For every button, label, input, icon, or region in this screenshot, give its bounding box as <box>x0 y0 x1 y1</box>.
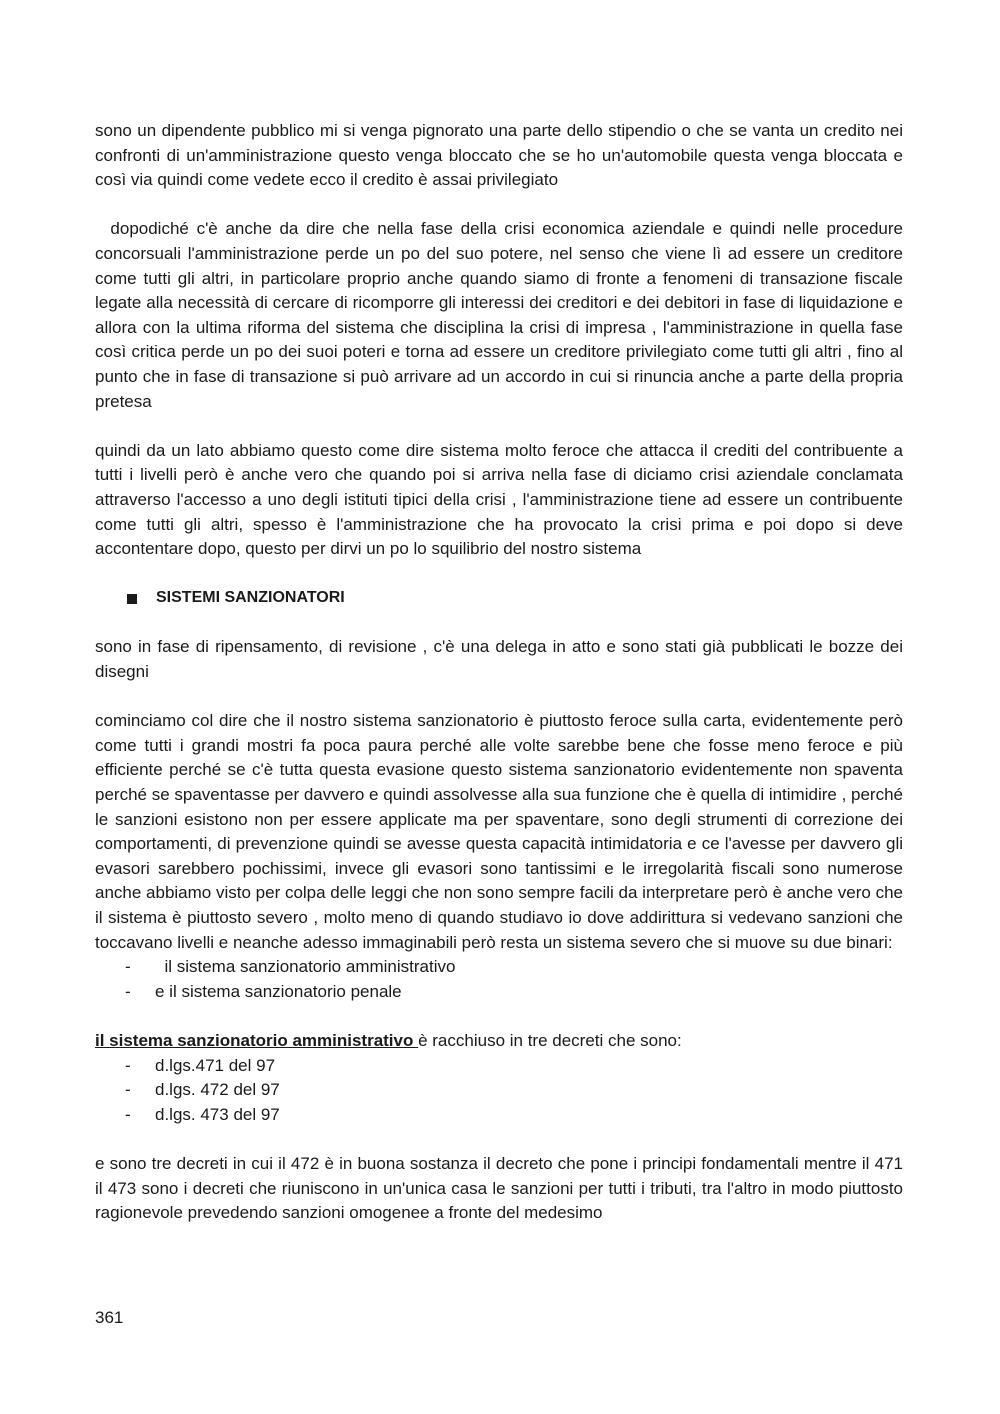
paragraph-system-imbalance: quindi da un lato abbiamo questo come dire sistema molto feroce che attacca il crediti del contribuente a tutti i livelli però è anche vero che quando poi si arriva nella fase di diciamo crisi aziendale conclamata attraverso l'accesso a uno degli istituti tipici della crisi , l'amministrazione tiene ad essere un contribuente come tutti gli altri, spesso è l'amministrazione che ha provocato la crisi prima e poi dopo si deve accontentare dopo, questo per dirvi un po lo squilibrio del nostro sistema <box>95 440 903 559</box>
paragraph-revision: sono in fase di ripensamento, di revisione , c'è una delega in atto e sono stati già pubblicati le bozze dei disegni <box>95 637 903 682</box>
section-heading-text: SISTEMI SANZIONATORI <box>156 589 345 607</box>
paragraph-administrative-system <box>95 1029 903 1054</box>
square-bullet-icon <box>127 594 137 604</box>
list-item-text: d.lgs. 472 del 97 <box>155 1080 280 1100</box>
dash-bullet: - <box>125 1104 131 1124</box>
list-item <box>95 1054 903 1079</box>
list-binari <box>95 955 903 1004</box>
paragraph-text: è racchiuso in tre decreti che sono: <box>418 1030 682 1050</box>
list-decreti <box>95 1054 903 1128</box>
list-item-text: e il sistema sanzionatorio penale <box>155 981 402 1001</box>
list-item <box>95 1078 903 1103</box>
paragraph-three-decrees: e sono tre decreti in cui il 472 è in buona sostanza il decreto che pone i principi fondamentali mentre il 471 il 473 sono i decreti che riuniscono in un'unica casa le sanzioni per tutti i tributi, tra l'altro in modo piuttosto ragionevole prevedendo sanzioni omogenee a fronte del medesimo <box>95 1153 903 1223</box>
paragraph-bankruptcy-procedures: dopodiché c'è anche da dire che nella fase della crisi economica aziendale e quindi nelle procedure concorsuali l'amministrazione perde un po del suo potere, nel senso che viene lì ad essere un creditore come tutti gli altri, in particolare proprio anche quando siamo di fronte a fenomeni di transazione fiscale legate alla necessità di cercare di ricomporre gli interessi dei creditori e dei debitori in fase di liquidazione e allora con la ultima riforma del sistema che disciplina la crisi di impresa , l'amministrazione in quella fase così critica perde un po dei suoi poteri e torna ad essere un creditore privilegiato come tutti gli altri , fino al punto che in fase di transazione si può arrivare ad un accordo in cui si rinuncia anche a parte della propria pretesa <box>95 219 908 411</box>
dash-bullet: - <box>125 1055 131 1075</box>
page-number: 361 <box>95 1308 124 1327</box>
list-item-text: d.lgs.471 del 97 <box>155 1055 276 1075</box>
dash-bullet: - <box>125 1080 131 1100</box>
list-item-text: il sistema sanzionatorio amministrativo <box>155 957 456 977</box>
underlined-term: il sistema sanzionatorio amministrativo <box>95 1030 419 1050</box>
dash-bullet: - <box>125 981 131 1001</box>
section-heading <box>127 586 903 611</box>
paragraph-privileged-credit: sono un dipendente pubblico mi si venga pignorato una parte dello stipendio o che se vanta un credito nei confronti di un'amministrazione questo venga bloccato che se ho un'automobile questa venga bloccata e così via quindi come vedete ecco il credito è assai privilegiato <box>95 121 903 190</box>
paragraph-sanction-system: cominciamo col dire che il nostro sistema sanzionatorio è piuttosto feroce sulla carta, evidentemente però come tutti i grandi mostri fa poca paura perché alle volte sarebbe bene che fosse meno feroce e più efficiente perché se c'è tutta questa evasione questo sistema sanzionatorio evidentemente non spaventa perché se spaventasse per davvero e quindi assolvesse alla sua funzione che è quella di intimidire , perché le sanzioni esistono non per essere applicate ma per spaventare, sono degli strumenti di correzione dei comportamenti, di prevenzione quindi se avesse questa capacità intimidatoria e ce l'avesse per davvero gli evasori sarebbero pochissimi, invece gli evasori sono tantissimi e le irregolarità fiscali sono numerose anche abbiamo visto per colpa delle leggi che non sono sempre facili da interpretare però è anche vero che il sistema è piuttosto severo , molto meno di quando studiavo io dove addirittura si vedevano sanzioni che toccavano livelli e neanche adesso immaginabili però resta un sistema severo che si muove su due binari: <box>95 711 903 952</box>
page-body <box>95 119 908 1226</box>
list-item <box>95 980 903 1005</box>
list-item <box>95 955 903 980</box>
dash-bullet: - <box>125 957 131 977</box>
list-item <box>95 1103 903 1128</box>
list-item-text: d.lgs. 473 del 97 <box>155 1104 280 1124</box>
